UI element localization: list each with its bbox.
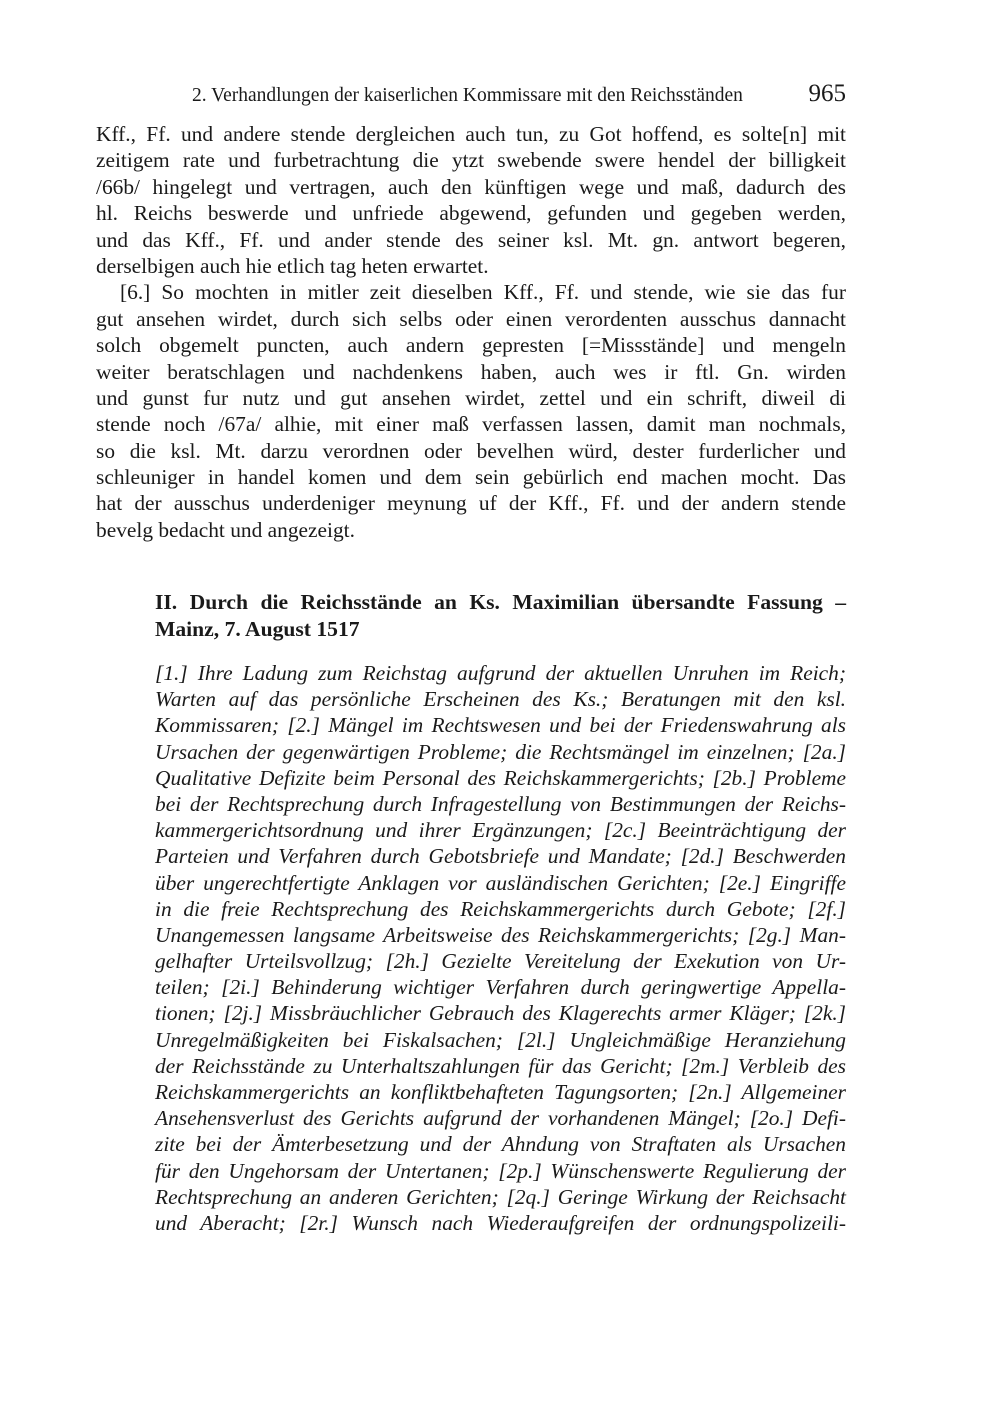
summary-line: Warten auf das persönliche Erscheinen des Ks.; Beratungen mit den ksl. bbox=[155, 687, 846, 712]
summary-line: bei der Rechtsprechung durch Infragestellung von Bestimmungen der Reichs- bbox=[155, 791, 846, 816]
body-line: /66b/ hingelegt und vertragen, auch den künftigen wege und maß, dadurch des bbox=[96, 174, 846, 199]
summary-line: Ursachen der gegenwärtigen Probleme; die Rechtsmängel im einzelnen; [2a.] bbox=[155, 739, 846, 764]
summary-line: Rechtsprechung an anderen Gerichten; [2q.] Geringe Wirkung der Reichsacht bbox=[155, 1184, 846, 1209]
section-heading-line: II. Durch die Reichsstände an Ks. Maximilian übersandte Fassung – bbox=[155, 590, 846, 614]
body-line: hl. Reichs beswerde und unfriede abgewend, gefunden und gegeben werden, bbox=[96, 201, 846, 226]
running-head bbox=[96, 80, 846, 110]
body-line: und das Kff., Ff. und ander stende des seiner ksl. Mt. gn. antwort begeren, bbox=[96, 227, 846, 252]
section-heading-line: Mainz, 7. August 1517 bbox=[155, 617, 360, 641]
summary-line: Ansehensverlust des Gerichts aufgrund der vorhandenen Mängel; [2o.] Defi- bbox=[155, 1106, 846, 1131]
body-line: weiter beratschlagen und nachdenkens haben, auch wes ir ftl. Gn. wirden bbox=[96, 359, 846, 384]
body-line: so die ksl. Mt. darzu verordnen oder bevelhen würd, dester furderlicher und bbox=[96, 438, 846, 463]
summary-line: der Reichsstände zu Unterhaltszahlungen für das Gericht; [2m.] Verbleib des bbox=[155, 1053, 846, 1078]
body-line: solch obgemelt puncten, auch andern gepresten [=Missstände] und mengeln bbox=[96, 333, 846, 358]
summary-line: gelhafter Urteilsvollzug; [2h.] Gezielte Vereitelung der Exekution von Ur- bbox=[155, 949, 846, 974]
body-line: hat der ausschus underdeniger meynung uf der Kff., Ff. und der andern stende bbox=[96, 491, 846, 516]
body-line: und gunst fur nutz und gut ansehen wirdet, zettel und ein schrift, diweil di bbox=[96, 385, 846, 410]
summary-line: zite bei der Ämterbesetzung und der Ahndung von Straftaten als Ursachen bbox=[155, 1132, 846, 1157]
summary-line: in die freie Rechtsprechung des Reichskammergerichts durch Gebote; [2f.] bbox=[155, 896, 846, 921]
body-line: stende noch /67a/ alhie, mit einer maß verfassen lassen, damit man nochmals, bbox=[96, 412, 846, 437]
section-heading bbox=[155, 589, 846, 643]
body-line: bevelg bedacht und angezeigt. bbox=[96, 517, 355, 542]
body-line: schleuniger in handel komen und dem sein gebürlich end machen mocht. Das bbox=[96, 465, 846, 490]
summary-line: Reichskammergerichts an konfliktbehafteten Tagungsorten; [2n.] Allgemeiner bbox=[155, 1080, 846, 1104]
body-line: zeitigem rate und furbetrachtung die ytzt swebende swere hendel der billigkeit bbox=[96, 148, 846, 173]
body-line: derselbigen auch hie etlich tag heten erwartet. bbox=[96, 253, 489, 278]
summary-line: Kommissaren; [2.] Mängel im Rechtswesen und bei der Friedenswahrung als bbox=[155, 713, 846, 738]
running-title: 2. Verhandlungen der kaiserlichen Kommissare mit den Reichsständen bbox=[192, 85, 743, 106]
summary-line: Unregelmäßigkeiten bei Fiskalsachen; [2l.] Ungleichmäßige Heranziehung bbox=[155, 1027, 846, 1052]
summary-line: Unangemessen langsame Arbeitsweise des Reichskammergerichts; [2g.] Man- bbox=[155, 922, 846, 947]
page-number: 965 bbox=[808, 80, 846, 107]
body-line: gut ansehen wirdet, durch sich selbs oder einen verordenten ausschus dannacht bbox=[96, 306, 846, 331]
summary-line: über ungerechtfertigte Anklagen vor ausländischen Gerichten; [2e.] Eingriffe bbox=[155, 870, 846, 895]
body-line: Kff., Ff. und andere stende dergleichen auch tun, zu Got hoffend, es solte[n] mit bbox=[96, 122, 846, 146]
summary-line: [1.] Ihre Ladung zum Reichstag aufgrund der aktuellen Unruhen im Reich; bbox=[155, 661, 846, 685]
summary-line: tionen; [2j.] Missbräuchlicher Gebrauch des Klagerechts armer Kläger; [2k.] bbox=[155, 1001, 846, 1026]
body-text bbox=[96, 121, 846, 543]
summary-line: Parteien und Verfahren durch Gebotsbriefe und Mandate; [2d.] Beschwerden bbox=[155, 844, 846, 869]
summary-line: kammergerichtsordnung und ihrer Ergänzungen; [2c.] Beeinträchtigung der bbox=[155, 818, 846, 843]
body-line: [6.] So mochten in mitler zeit dieselben Kff., Ff. und stende, wie sie das fur bbox=[120, 280, 846, 305]
section-summary bbox=[155, 660, 846, 1236]
summary-line: für den Ungehorsam der Untertanen; [2p.] Wünschenswerte Regulierung der bbox=[155, 1158, 846, 1183]
summary-line: Qualitative Defizite beim Personal des Reichskammergerichts; [2b.] Probleme bbox=[155, 765, 846, 790]
summary-line: teilen; [2i.] Behinderung wichtiger Verfahren durch geringwertige Appella- bbox=[155, 975, 846, 1000]
summary-line: und Aberacht; [2r.] Wunsch nach Wiederaufgreifen der ordnungspolizeili- bbox=[155, 1210, 846, 1235]
